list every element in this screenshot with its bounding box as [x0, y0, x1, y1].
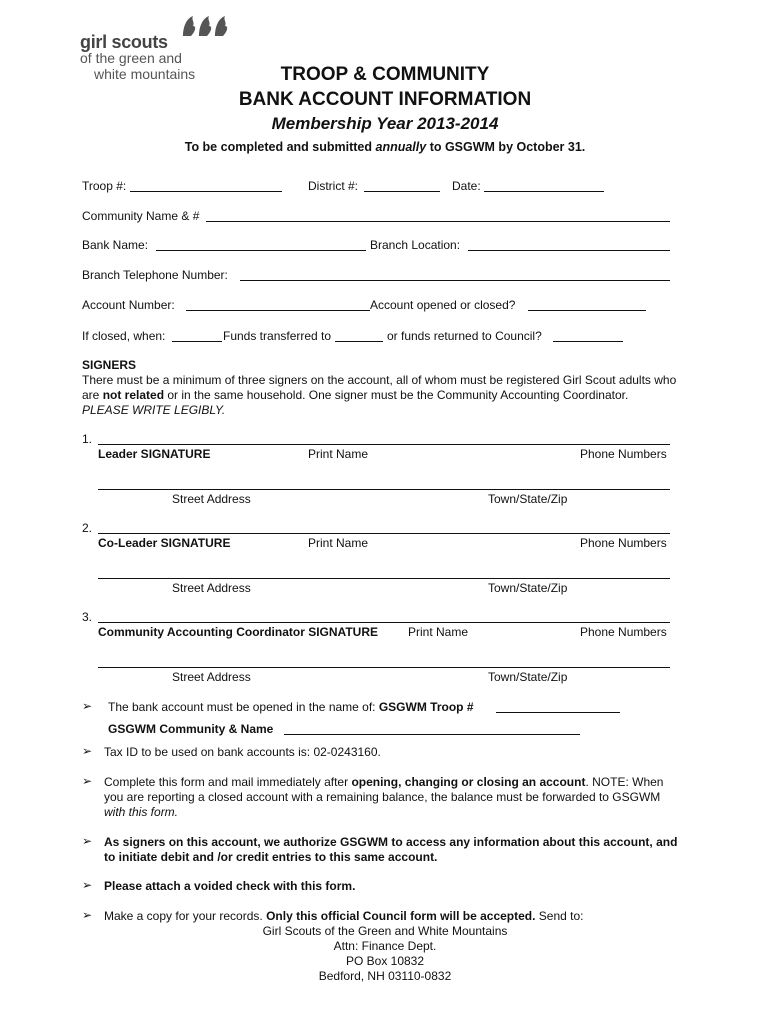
account-number-field[interactable] [186, 310, 370, 311]
signer-role: Leader SIGNATURE [98, 447, 211, 461]
address-line[interactable] [98, 489, 670, 490]
district-field[interactable] [364, 191, 440, 192]
town-state-zip-label: Town/State/Zip [488, 581, 568, 595]
submission-instructions: To be completed and submitted annually to GSGWM by October 31. [184, 140, 586, 154]
town-state-zip-label: Town/State/Zip [488, 670, 568, 684]
bullet-complete-form-line3: with this form. [104, 805, 179, 819]
signer-role: Co-Leader SIGNATURE [98, 536, 231, 550]
signature-line[interactable] [98, 622, 670, 623]
community-name-label: GSGWM Community & Name [108, 722, 274, 736]
community-name-field[interactable] [284, 734, 580, 735]
street-address-label: Street Address [172, 670, 251, 684]
phone-numbers-label: Phone Numbers [580, 447, 667, 461]
troop-label: Troop #: [82, 179, 127, 193]
signer-number: 2. [82, 521, 93, 535]
signers-para-line1: There must be a minimum of three signers on the account, all of whom must be registered Girl Scout adults who [82, 373, 677, 387]
phone-numbers-label: Phone Numbers [580, 625, 667, 639]
arrow-bullet-icon: ➢ [82, 878, 93, 892]
logo-text-green: of the green and [80, 50, 182, 66]
troop-number-field[interactable] [496, 712, 620, 713]
bullet-authorization-line1: As signers on this account, we authorize GSGWM to access any information about this account, and [104, 835, 678, 849]
if-closed-label: If closed, when: [82, 329, 166, 343]
bullet-complete-form-line2: you are reporting a closed account with a remaining balance, the balance must be forwarded to GSGWM [104, 790, 661, 804]
street-address-label: Street Address [172, 492, 251, 506]
arrow-bullet-icon: ➢ [82, 908, 93, 922]
print-name-label: Print Name [408, 625, 469, 639]
account-status-field[interactable] [528, 310, 646, 311]
mailing-address-line3: PO Box 10832 [345, 954, 425, 968]
print-name-label: Print Name [308, 536, 369, 550]
form-title-line2: BANK ACCOUNT INFORMATION [238, 89, 532, 110]
district-label: District #: [308, 179, 359, 193]
print-name-label: Print Name [308, 447, 369, 461]
branch-phone-label: Branch Telephone Number: [82, 268, 228, 282]
signer-number: 1. [82, 432, 93, 446]
street-address-label: Street Address [172, 581, 251, 595]
signature-line[interactable] [98, 444, 670, 445]
signer-number: 3. [82, 610, 93, 624]
write-legibly-note: PLEASE WRITE LEGIBLY. [82, 403, 226, 417]
signature-line[interactable] [98, 533, 670, 534]
signers-para-line2: are not related or in the same household. One signer must be the Community Accounting Coordinator. [82, 388, 629, 402]
logo-text-girl-scouts: girl scouts [80, 32, 168, 52]
mailing-address-line2: Attn: Finance Dept. [333, 939, 437, 953]
bank-name-field[interactable] [156, 250, 366, 251]
membership-year: Membership Year 2013-2014 [271, 114, 499, 133]
arrow-bullet-icon: ➢ [82, 774, 93, 788]
account-number-label: Account Number: [82, 298, 175, 312]
funds-returned-label: or funds returned to Council? [387, 329, 542, 343]
funds-transferred-field[interactable] [335, 341, 383, 342]
address-line[interactable] [98, 578, 670, 579]
address-line[interactable] [98, 667, 670, 668]
town-state-zip-label: Town/State/Zip [488, 492, 568, 506]
date-label: Date: [452, 179, 481, 193]
mailing-address-line1: Girl Scouts of the Green and White Mountains [262, 924, 508, 938]
arrow-bullet-icon: ➢ [82, 834, 93, 848]
mailing-address-line4: Bedford, NH 03110-0832 [318, 969, 452, 983]
bullet-account-name: The bank account must be opened in the name of: GSGWM Troop # [108, 700, 474, 714]
bullet-complete-form-line1: Complete this form and mail immediately after opening, changing or closing an account. NOTE: When [104, 775, 664, 789]
date-field[interactable] [484, 191, 604, 192]
trefoil-profiles-icon [177, 12, 237, 38]
bullet-make-copy: Make a copy for your records. Only this official Council form will be accepted. Send to: [104, 909, 584, 923]
phone-numbers-label: Phone Numbers [580, 536, 667, 550]
bullet-voided-check: Please attach a voided check with this form. [104, 879, 356, 893]
form-title-line1: TROOP & COMMUNITY [280, 64, 490, 85]
arrow-bullet-icon: ➢ [82, 699, 93, 713]
branch-location-field[interactable] [468, 250, 670, 251]
funds-returned-field[interactable] [553, 341, 623, 342]
branch-phone-field[interactable] [240, 280, 670, 281]
funds-transferred-label: Funds transferred to [223, 329, 332, 343]
community-label: Community Name & # [82, 209, 200, 223]
bank-name-label: Bank Name: [82, 238, 149, 252]
closed-when-field[interactable] [172, 341, 222, 342]
branch-location-label: Branch Location: [370, 238, 461, 252]
bullet-tax-id: Tax ID to be used on bank accounts is: 02-0243160. [104, 745, 381, 759]
account-status-label: Account opened or closed? [370, 298, 516, 312]
arrow-bullet-icon: ➢ [82, 744, 93, 758]
troop-field[interactable] [130, 191, 282, 192]
logo-text-white: white mountains [94, 66, 196, 82]
community-field[interactable] [206, 221, 670, 222]
signers-heading: SIGNERS [82, 358, 137, 372]
bullet-authorization-line2: to initiate debit and /or credit entries to this same account. [104, 850, 438, 864]
signer-role: Community Accounting Coordinator SIGNATURE [98, 625, 378, 639]
